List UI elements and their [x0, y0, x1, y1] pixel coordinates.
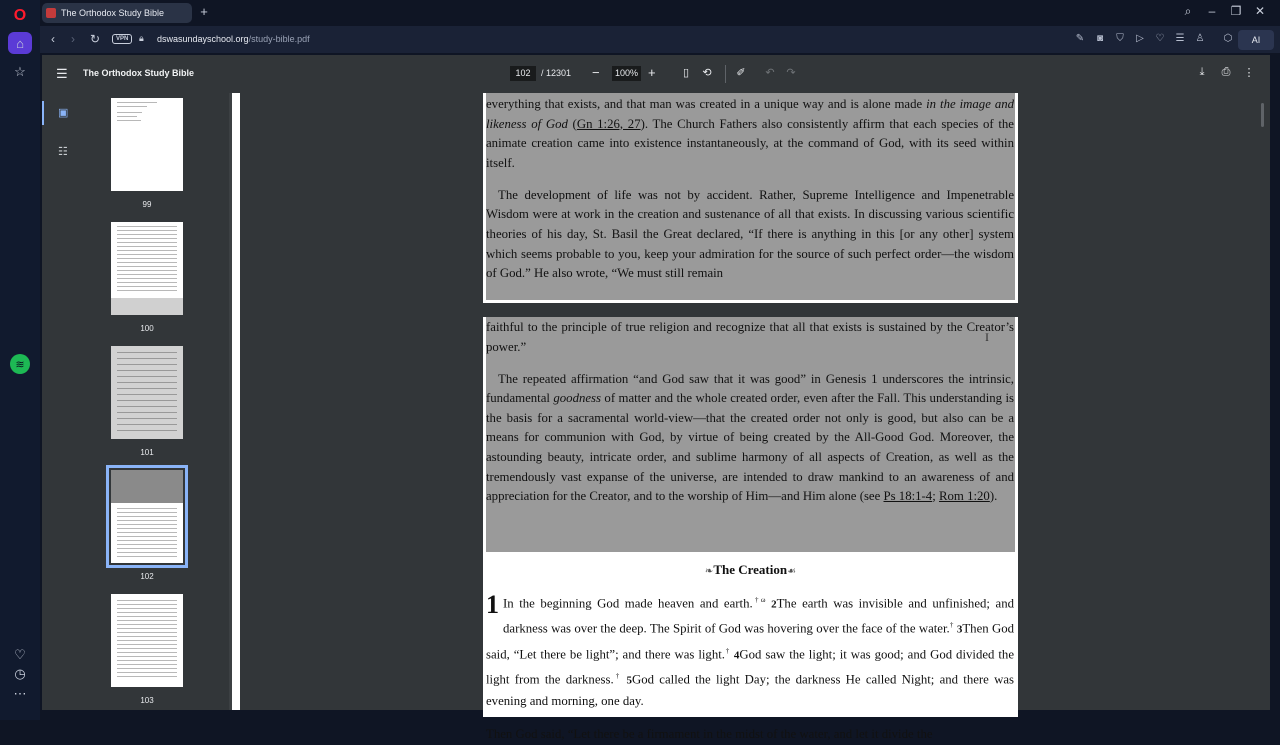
reload-icon[interactable]: ↻	[89, 32, 101, 46]
thumbnail-label: 101	[140, 448, 154, 457]
zoom-input[interactable]: 100%	[612, 66, 641, 81]
page-text: everything that exists, and that man was created in a unique way and is alone made in the image and likeness of God (Gn 1:26, 27). The Church Fathers also consistently affirm that each species of the animate creation came into existence instantaneously, at the command of God, with its seed within itself. The development of life was not by accident. Rather, Supreme Intelligence and Impenetrable Wisdom were at work in the creation and sustenance of all that exists. In discussing various scientific theories of his day, St. Basil the Great declared, “If there is anything in this [or any other] system which seems probable to you, keep your admiration for the source of such perfect order—the wisdom of God.” He also wrote, “We must still remain	[486, 95, 1014, 296]
page-text	[486, 318, 1014, 519]
menu-list-icon[interactable]: ☰	[1175, 33, 1185, 44]
ornament-icon: ☙	[787, 566, 797, 577]
footnote-marker[interactable]: †	[949, 621, 954, 630]
restore-icon[interactable]: ❐	[1230, 4, 1242, 18]
scripture-link[interactable]: Rom 1:20	[938, 489, 990, 504]
verse-number: 5	[626, 674, 633, 687]
verse-text: Then God said, “Let there be a firmament in the midst of the water, and let it divide the	[486, 727, 933, 742]
tab-orthodox-study-bible[interactable]	[42, 3, 192, 23]
thumbnail-label: 99	[142, 200, 152, 209]
verse-number: 2	[771, 598, 777, 611]
paragraph-text: everything that exists, and that man was created in a unique way and is alone made	[486, 97, 927, 111]
lock-icon[interactable]: 🔒︎	[139, 33, 144, 43]
document-scrollbar[interactable]	[1261, 103, 1264, 127]
text-cursor-icon: I	[985, 330, 989, 344]
scripture-text	[486, 590, 1014, 745]
paragraph-text: The repeated affirmation “and God saw that it was good” in Genesis 1 underscores the intrinsic, fundamental	[486, 371, 1014, 406]
url-path: /study-bible.pdf	[248, 34, 310, 44]
verse-text: Then God said, “Let there be light”; and there was light.	[486, 621, 1015, 661]
verse-text: In the beginning God made heaven and earth.	[503, 596, 753, 611]
opera-logo-icon[interactable]: O	[13, 7, 27, 24]
paragraph-text: ).	[989, 489, 998, 504]
verse-text: God called the light Day; the darkness He called Night; and there was evening and morning, one day.	[486, 672, 1015, 709]
tab-bar	[40, 0, 1280, 26]
pdf-toolbar	[42, 55, 1270, 93]
paragraph-text: ). The Church Fathers also consistently affirm that each species of the animate creation came into existence instantaneously, at the command of God, with its seed within itself.	[486, 116, 1014, 170]
verse-number: 4	[733, 648, 740, 661]
search-icon[interactable]: ⌕	[1184, 4, 1192, 18]
pdf-page	[483, 93, 1018, 303]
thumbnail-label: 103	[140, 696, 154, 705]
thumbnail-pane	[42, 93, 232, 710]
scripture-link[interactable]: Gn 1:26, 27	[576, 116, 641, 131]
emphasis-text: goodness	[553, 391, 602, 406]
heading-text: The Creation	[713, 562, 788, 577]
page-number-input[interactable]: 102	[510, 66, 536, 81]
extensions-cube-icon[interactable]: ⬡	[1223, 33, 1233, 44]
outline-view-icon[interactable]: ☷	[58, 146, 68, 158]
paragraph-text: of matter and the whole created order, even after the Fall. This understanding is the basis for a sacramental world-view—that the created order not only is good, but also can be a means for communion with God, by virtue of being created by the All-Good God. Moreover, the astounding beauty, intricate order, and sublime harmony of all aspects of Creation, as well as the tremendously vast expanse of the universe, are intended to draw mankind to an awareness of and appreciation for the Creator, and to the worship of Him—and Him alone (see	[486, 391, 1014, 504]
toolbar-divider	[725, 65, 726, 83]
favorites-heart-icon[interactable]: ♡	[14, 647, 26, 662]
paragraph-text: The development of life was not by accident. Rather, Supreme Intelligence and Impenetrable Wisdom were at work in the creation and sustenance of all that exists. In discussing various scientific theories of his day, St. Basil the Great declared, “If there is anything in this [or any other] system which seems probable to you, keep your admiration for the source of such perfect order—the wisdom of God.” He also wrote, “We must still remain	[486, 187, 1014, 281]
url-field[interactable]	[157, 34, 310, 44]
thumbnail-page[interactable]	[111, 594, 183, 687]
more-options-icon[interactable]: ⋮	[1243, 67, 1255, 79]
ai-button[interactable]	[1238, 30, 1274, 50]
verse-text: The earth was invisible and unfinished; and darkness was over the deep. The Spirit of God was hovering over the face of the water.	[503, 596, 1014, 636]
zoom-in-icon[interactable]: +	[648, 65, 656, 80]
edit-icon[interactable]: ✎	[1075, 33, 1085, 44]
new-tab-plus-icon[interactable]: +	[200, 4, 208, 19]
browser-sidebar	[0, 0, 40, 720]
redo-icon[interactable]: ↷	[786, 67, 796, 79]
pdf-viewer	[42, 55, 1270, 742]
close-window-icon[interactable]: ✕	[1254, 4, 1266, 18]
fit-page-icon[interactable]: ▯	[682, 67, 690, 79]
camera-icon[interactable]: ◙	[1096, 33, 1104, 44]
forward-icon[interactable]: ›	[71, 32, 75, 46]
thumbnail-page[interactable]	[111, 222, 183, 315]
bookmarks-icon[interactable]: ☆	[14, 64, 26, 79]
separator-text: ;	[932, 489, 939, 504]
page-total: / 12301	[541, 68, 572, 78]
thumbnail-label: 102	[140, 572, 154, 581]
footnote-marker[interactable]: †ω	[752, 596, 766, 604]
thumbnail-page[interactable]	[111, 98, 183, 191]
undo-icon[interactable]: ↶	[765, 67, 775, 79]
thumbnails-view-icon[interactable]: ▣	[58, 107, 69, 119]
thumbnail-label: 100	[140, 324, 154, 333]
thumbnail-page[interactable]	[111, 346, 183, 439]
emphasis-text: in the image and likeness of God	[486, 97, 1015, 131]
rotate-icon[interactable]: ⟲	[702, 67, 712, 79]
minimize-icon[interactable]: –	[1208, 4, 1216, 18]
paragraph-text: faithful to the principle of true religion and recognize that all that exists is sustained by the Creator’s power.”	[486, 320, 1014, 354]
footnote-marker[interactable]: †	[724, 646, 730, 655]
download-icon[interactable]: ⤓	[1199, 66, 1205, 78]
site-favicon-icon	[46, 8, 56, 18]
back-icon[interactable]: ‹	[51, 32, 55, 46]
ai-label: AI	[1251, 35, 1261, 45]
verse-number: 3	[956, 623, 963, 636]
page-edge	[232, 93, 240, 710]
document-title: The Orthodox Study Bible	[83, 68, 195, 78]
profile-icon[interactable]: ♙	[1195, 33, 1205, 44]
tab-title: The Orthodox Study Bible	[61, 8, 165, 18]
home-icon[interactable]: ⌂	[8, 32, 32, 54]
spotify-icon[interactable]: ≋	[10, 354, 30, 374]
url-domain: dswasundayschool.org	[157, 34, 249, 44]
footnote-marker[interactable]: †	[613, 671, 622, 680]
active-view-indicator	[42, 101, 44, 125]
thumbnail-page-selected[interactable]	[111, 470, 183, 563]
shield-icon[interactable]: ⛉	[1116, 33, 1124, 44]
pdf-page-current	[483, 317, 1018, 742]
more-dots-icon[interactable]: ⋯	[13, 686, 27, 701]
print-icon[interactable]: ⎙	[1221, 66, 1231, 78]
zoom-out-icon[interactable]: −	[592, 65, 600, 80]
play-icon[interactable]: ▷	[1136, 33, 1144, 44]
ornament-icon: ❧	[704, 566, 714, 577]
vpn-badge[interactable]: VPN	[112, 34, 132, 44]
section-heading	[483, 562, 1018, 578]
chapter-number: 1	[486, 590, 499, 619]
heart-icon[interactable]: ♡	[1155, 33, 1165, 44]
history-clock-icon[interactable]: ◷	[14, 666, 26, 681]
sidebar-menu-icon[interactable]: ☰	[56, 66, 68, 81]
annotate-icon[interactable]: ✐	[736, 67, 746, 79]
verse-text: God saw the light; it was good; and God divided the light from the darkness.	[486, 646, 1015, 687]
address-bar	[40, 26, 1280, 53]
scripture-link[interactable]: Ps 18:1-4	[883, 489, 933, 504]
